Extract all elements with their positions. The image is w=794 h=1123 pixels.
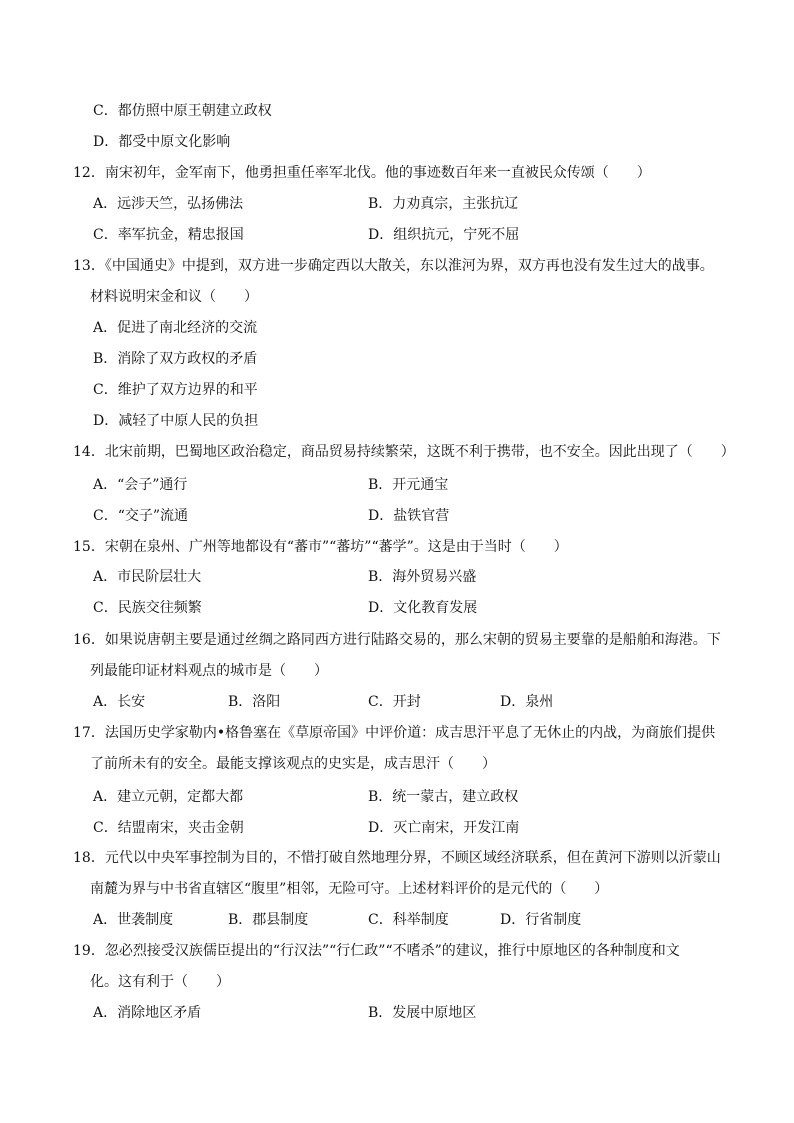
q13-option-d: D．减轻了中原人民的负担 [93,413,259,429]
q14-option-d: D．盐铁官营 [368,508,450,524]
q18-stem-continued: 南麓为界与中书省直辖区“腹里”相邻，无险可守。上述材料评价的是元代的（ ） [90,881,609,897]
q17-option-d: D．灭亡南宋，开发江南 [368,820,520,836]
q15-option-c: C．民族交往频繁 [93,600,202,616]
q12-stem: 12．南宋初年，金军南下，他勇担重任率军北伐。他的事迹数百年来一直被民众传颂（ ） [73,165,651,181]
q13-stem-continued: 材料说明宋金和议（ ） [90,289,258,305]
q17-option-a: A．建立元朝，定都大都 [93,789,244,805]
q15-option-b: B．海外贸易兴盛 [368,569,477,585]
q16-stem: 16．如果说唐朝主要是通过丝绸之路同西方进行陆路交易的，那么宋朝的贸易主要靠的是船舶和海港。下 [73,632,721,648]
q12-option-c: C．率军抗金，精忠报国 [93,227,244,243]
q14-option-b: B．开元通宝 [368,477,449,493]
q13-stem: 13．《中国通史》中提到，双方进一步确定西以大散关，东以淮河为界，双方再也没有发生过大的战事。 [73,258,714,274]
q14-option-a: A．“会子”通行 [93,477,188,493]
q15-option-a: A．市民阶层壮大 [93,569,202,585]
q18-option-a: A．世袭制度 [93,912,174,928]
q13-option-b: B．消除了双方政权的矛盾 [93,351,258,367]
q16-option-b: B．洛阳 [228,694,281,710]
q15-stem: 15．宋朝在泉州、广州等地都设有“蕃市”“蕃坊”“蕃学”。这是由于当时（ ） [73,539,568,555]
q11-option-c: C．都仿照中原王朝建立政权 [93,103,272,119]
q19-stem: 19．忽必烈接受汉族儒臣提出的“行汉法”“行仁政”“不嗜杀”的建议，推行中原地区的各种制度和文 [73,943,680,959]
q16-stem-continued: 列最能印证材料观点的城市是（ ） [90,663,328,679]
q12-option-b: B．力劝真宗，主张抗辽 [368,196,519,212]
q17-stem-continued: 了前所未有的安全。最能支撑该观点的史实是，成吉思汗（ ） [90,756,496,772]
q17-stem: 17．法国历史学家勒内•格鲁塞在《草原帝国》中评价道：成吉思汗平息了无休止的内战，为商旅们提供 [73,725,716,741]
q14-stem: 14．北宋前期，巴蜀地区政治稳定，商品贸易持续繁荣，这既不利于携带，也不安全。因此出现了（ ） [73,444,735,460]
q12-option-a: A．远涉天竺，弘扬佛法 [93,196,244,212]
q14-option-c: C．“交子”流通 [93,508,189,524]
q11-option-d: D．都受中原文化影响 [93,134,231,150]
q18-option-c: C．科举制度 [368,912,449,928]
q16-option-c: C．开封 [368,694,421,710]
q19-option-a: A．消除地区矛盾 [93,1005,202,1021]
q16-option-d: D．泉州 [500,694,554,710]
q18-option-b: B．郡县制度 [228,912,309,928]
q12-option-d: D．组织抗元，宁死不屈 [368,227,520,243]
q17-option-c: C．结盟南宋，夹击金朝 [93,820,244,836]
q18-stem: 18．元代以中央军事控制为目的，不惜打破自然地理分界，不顾区域经济联系，但在黄河下游则以沂蒙山 [73,850,721,866]
q19-option-b: B．发展中原地区 [368,1005,477,1021]
q16-option-a: A．长安 [93,694,146,710]
q13-option-a: A．促进了南北经济的交流 [93,320,258,336]
q18-option-d: D．行省制度 [500,912,582,928]
q19-stem-continued: 化。这有利于（ ） [90,974,230,990]
q13-option-c: C．维护了双方边界的和平 [93,382,258,398]
q17-option-b: B．统一蒙古，建立政权 [368,789,519,805]
q15-option-d: D．文化教育发展 [368,600,478,616]
